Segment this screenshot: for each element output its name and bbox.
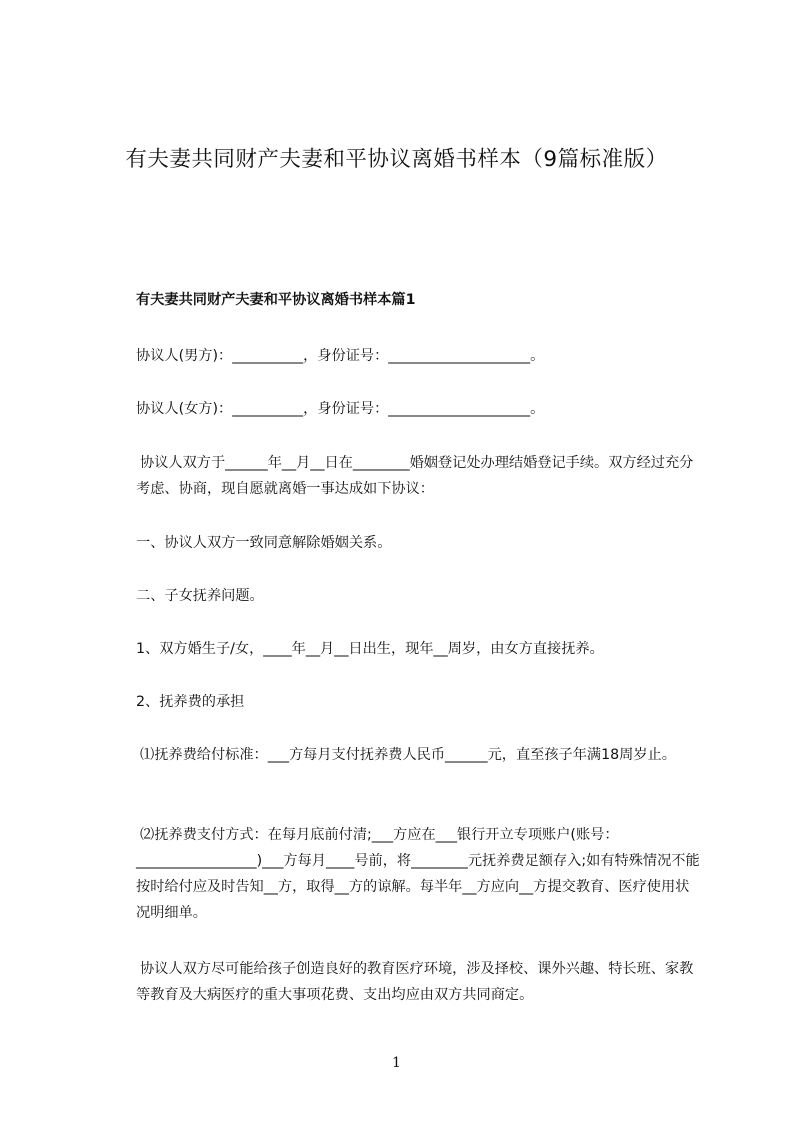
paragraph-clause-2: 二、子女抚养问题。 <box>136 588 264 604</box>
paragraph-clause-1: 一、协议人双方一致同意解除婚姻关系。 <box>136 535 392 551</box>
paragraph-support-heading: 2、抚养费的承担 <box>136 694 245 710</box>
paragraph-education-medical: 协议人双方尽可能给孩子创造良好的教育医疗环境，涉及择校、课外兴趣、特长班、家教等教育及大病医疗的重大事项花费、支出均应由双方共同商定。 <box>136 961 694 1003</box>
page-number: 1 <box>392 1055 401 1071</box>
paragraph-male-party: 协议人(男方)：__________，身份证号：____________________。 <box>136 348 545 364</box>
paragraph-female-party: 协议人(女方)：__________，身份证号：____________________。 <box>136 401 545 417</box>
paragraph-support-standard: ⑴抚养费给付标准：___方每月支付抚养费人民币______元，直至孩子年满18周岁止。 <box>140 747 676 763</box>
paragraph-child-info: 1、双方婚生子/女，____年__月__日出生，现年__周岁，由女方直接抚养。 <box>136 641 604 657</box>
document-title: 有夫妻共同财产夫妻和平协议离婚书样本（9篇标准版） <box>125 147 668 172</box>
section-heading: 有夫妻共同财产夫妻和平协议离婚书样本篇1 <box>136 292 416 308</box>
paragraph-marriage-registration: 协议人双方于______年__月__日在________婚姻登记处办理结婚登记手续。双方经过充分考虑、协商，现自愿就离婚一事达成如下协议： <box>136 455 694 497</box>
paragraph-support-payment: ⑵抚养费支付方式：在每月底前付清;___方应在___银行开立专项账户(账号：_________________)___方每月____号前，将________元抚养费足额存入;如有特殊情况不能按时给付应及时告知__方，取得__方的谅解。每半年__方应向__方提交教育、医疗使用状况明细单。 <box>136 827 700 921</box>
